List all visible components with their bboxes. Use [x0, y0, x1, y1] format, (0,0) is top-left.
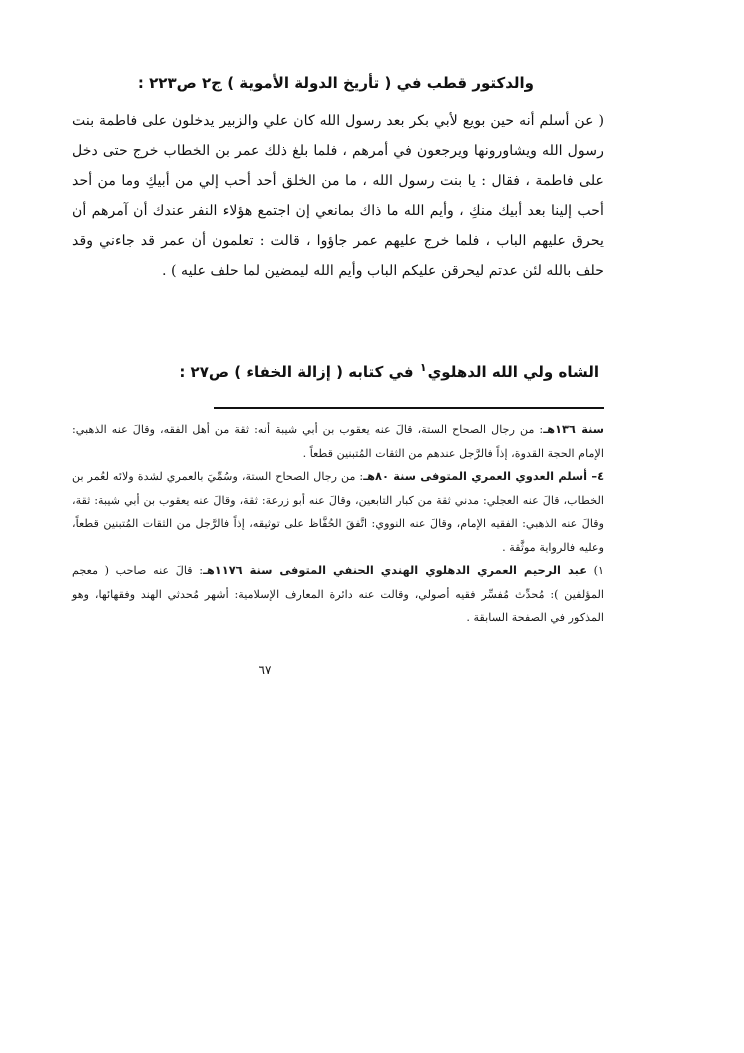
footnote-continuation: [72, 418, 604, 465]
footnote-reference-1: ١: [419, 361, 427, 374]
footnote-4: [72, 465, 604, 559]
heading-dehlawi-source: في كتابه ( إزالة الخفاء ) ص٢٧ :: [179, 363, 419, 381]
footnote-4-text: : من رجال الصحاح الستة، وسُمِّيَ بالعمري لشدة ولائه لعُمر بن الخطاب، قالَ عنه العجلي: مدني ثقة من كبار التابعين، وقالَ عنه أبو زرعة: ثقة، وقالَ عنه يعقوب بن أبي شيبة: ثقة، وقالَ عنه الذهبي: الفقيه الإمام، وقالَ عنه النووي: اتَّفقَ الحُفَّاظ على توثيقه، إذاً فالرَّجل من الثقات المُتبنين قطعاً، وعليه فالرواية موثَّقة .: [72, 470, 604, 554]
footnote-1-bold: عبد الرحيم العمري الدهلوي الهندي الحنفي المتوفى سنة ١١٧٦هـ: [203, 563, 587, 577]
footnote-divider: [214, 407, 604, 409]
footnotes-section: [72, 418, 604, 630]
narration-paragraph: ( عن أسلم أنه حين بويع لأبي بكر بعد رسول الله كان علي والزبير يدخلون على فاطمة بنت رسول الله ويشاورونها ويرجعون في أمرهم ، فلما بلغ ذلك عمر بن الخطاب خرج حتى دخل على فاطمة ، فقال : يا بنت رسول الله ، ما من الخلق أحد أحب إلي من أبيكِ وما من أحد أحب إلينا بعد أبيك منكِ ، وأيم الله ما ذاك بمانعي إن اجتمع هؤلاء النفر عندك أن آمرهم أن يحرق عليهم الباب ، فلما خرج عليهم عمر جاؤوا ، قالت : تعلمون أن عمر قد جاءني وقد حلف بالله لئن عدتم ليحرقن عليكم الباب وأيم الله ليمضين لما حلف عليه ) .: [72, 113, 604, 279]
quoted-narration: [72, 106, 604, 286]
footnote-1-text: : قالَ عنه صاحب ( معجم المؤلفين ): مُحدِّث مُفسِّر فقيه أصولي، وقالت عنه دائرة المعارف الإسلامية: أشهر مُحدثي الهند وفقهائها، وهو المذكور في الصفحة السابقة .: [72, 564, 604, 624]
footnote-1: [72, 559, 604, 630]
footnote-4-bold: ٤– أسلم العدوي العمري المتوفى سنة ٨٠هـ: [363, 469, 605, 483]
section-heading-dehlawi: [179, 361, 599, 381]
footnote-a-bold: سنة ١٣٦هـ: [543, 422, 605, 436]
heading-dehlawi-name: الشاه ولي الله الدهلوي: [427, 363, 599, 381]
section-heading-qutb: والدكتور قطب في ( تأريخ الدولة الأموية ) ج٢ ص٢٢٣ :: [137, 74, 534, 92]
footnote-a-text: : من رجال الصحاح الستة، قالَ عنه يعقوب بن أبي شيبة أنه: ثقة من أهل الفقه، وقالَ عنه الذهبي: الإمام الحجة القدوة، إذاً فالرَّجل عندهم من الثقات المُتبنين قطعاً .: [72, 423, 604, 460]
footnote-1-prefix: ١): [587, 564, 604, 577]
page-number: ٦٧: [258, 663, 272, 677]
